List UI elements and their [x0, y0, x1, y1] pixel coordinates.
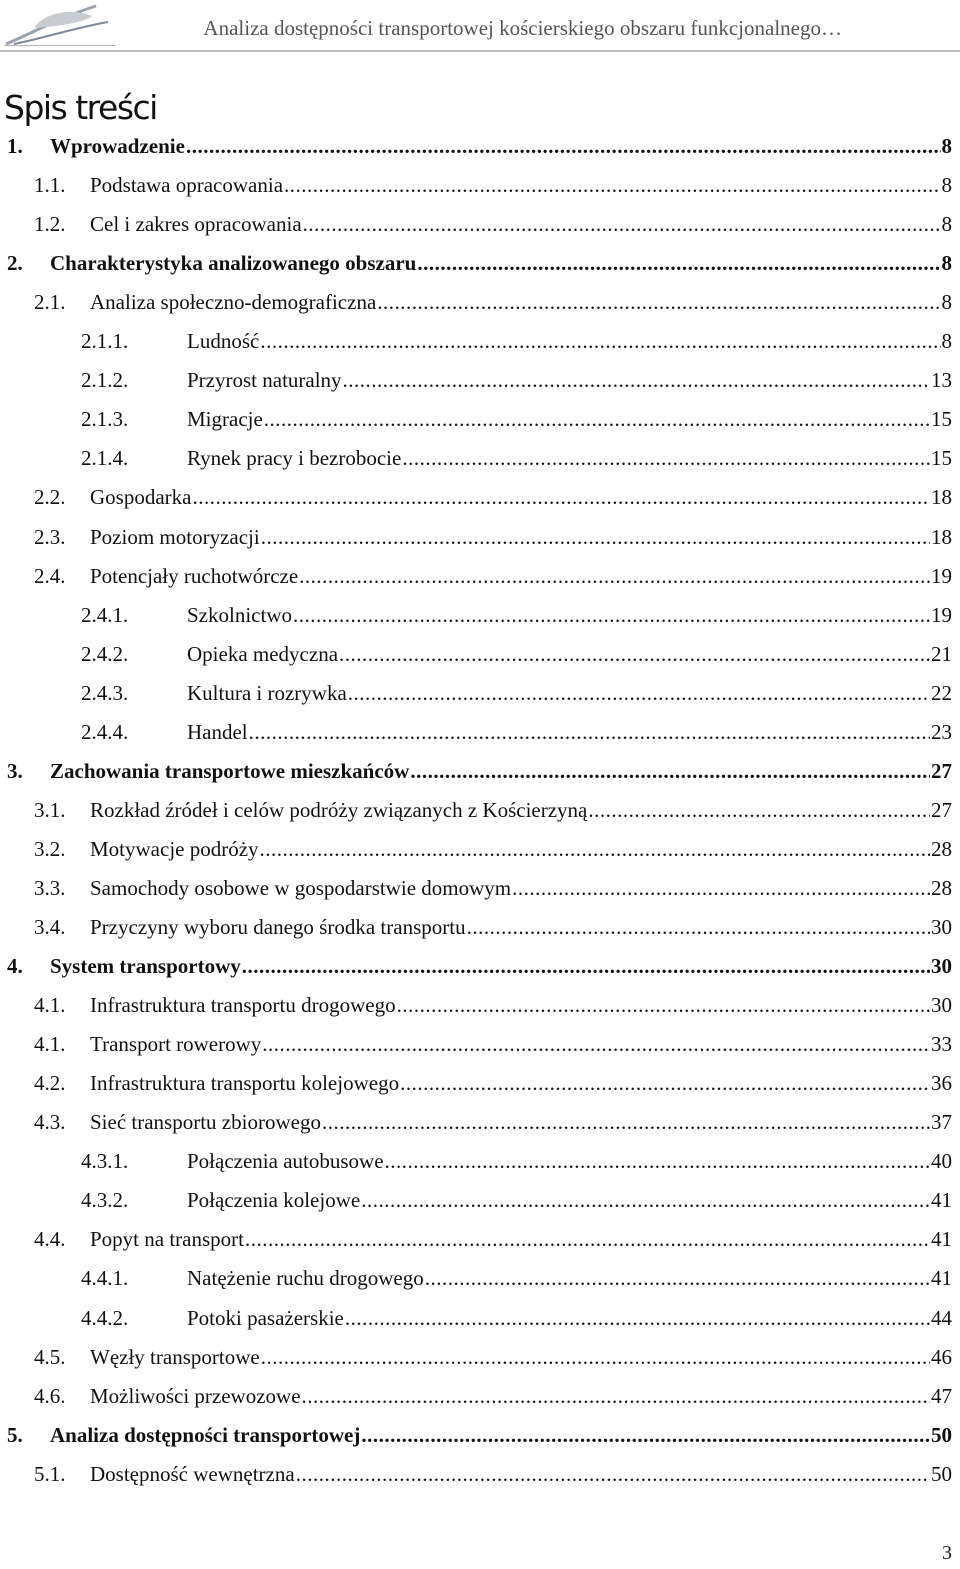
dot-leader	[261, 525, 930, 550]
toc-entry[interactable]	[0, 993, 952, 1029]
toc-entry-number: 3.	[7, 758, 23, 783]
dot-leader	[192, 485, 930, 510]
toc-entry-page: 15	[931, 407, 952, 432]
toc-entry[interactable]	[0, 876, 952, 912]
toc-entry-title: Kultura i rozrywka	[187, 680, 347, 705]
toc-entry-page: 13	[931, 368, 952, 393]
toc-entry-number: 1.2.	[34, 212, 66, 237]
toc-entry-title: Węzły transportowe	[90, 1344, 260, 1369]
toc-entry-number: 4.2.	[34, 1071, 66, 1096]
toc-entry-number: 2.1.	[34, 290, 66, 315]
toc-entry[interactable]	[0, 446, 952, 482]
toc-entry-title: Rozkład źródeł i celów podróży związanych z Kościerzyną	[90, 797, 588, 822]
toc-entry-page: 40	[931, 1149, 952, 1174]
toc-entry-title: Dostępność wewnętrzna	[90, 1461, 295, 1486]
toc-entry-title: Charakterystyka analizowanego obszaru	[50, 251, 417, 276]
toc-entry-title: Potoki pasażerskie	[187, 1305, 344, 1330]
toc-entry-number: 4.4.2.	[81, 1305, 129, 1330]
page-number: 3	[942, 1542, 952, 1564]
dot-leader	[425, 1266, 930, 1291]
toc-entry-number: 2.3.	[34, 524, 66, 549]
toc-entry-title: Wprowadzenie	[50, 134, 185, 158]
toc-entry[interactable]	[0, 1266, 952, 1302]
dot-leader	[302, 1384, 930, 1409]
toc-entry[interactable]	[0, 525, 952, 561]
dot-leader	[339, 642, 930, 667]
toc-entry-page: 27	[931, 797, 952, 822]
toc-entry[interactable]	[0, 290, 952, 326]
toc-entry-page: 8	[941, 134, 952, 158]
toc-entry-page: 23	[931, 719, 952, 744]
dot-leader	[417, 251, 940, 276]
toc-entry-number: 2.4.3.	[81, 680, 129, 705]
dot-leader	[299, 564, 930, 589]
toc-entry-page: 22	[931, 680, 952, 705]
toc-entry-number: 4.	[7, 954, 23, 979]
toc-entry-title: Motywacje podróży	[90, 836, 259, 861]
toc-entry-title: Połączenia autobusowe	[187, 1149, 384, 1174]
toc-entry-title: Infrastruktura transportu kolejowego	[90, 1071, 400, 1096]
toc-entry-number: 2.4.1.	[81, 602, 129, 627]
toc-entry-page: 28	[931, 836, 952, 861]
toc-entry-page: 33	[931, 1032, 952, 1057]
toc-entry-number: 1.	[7, 134, 23, 158]
toc-entry-number: 4.3.2.	[81, 1188, 129, 1213]
toc-entry[interactable]	[0, 798, 952, 834]
toc-entry-title: Natężenie ruchu drogowego	[187, 1266, 424, 1291]
dot-leader	[348, 681, 930, 706]
dot-leader	[293, 603, 930, 628]
toc-entry-title: Sieć transportu zbiorowego	[90, 1110, 321, 1135]
toc-entry-page: 41	[931, 1227, 952, 1252]
dot-leader	[260, 329, 940, 354]
toc-entry-number: 2.1.2.	[81, 368, 129, 393]
toc-entry-page: 8	[941, 173, 952, 198]
toc-entry-page: 50	[931, 1422, 952, 1447]
toc-entry-title: Połączenia kolejowe	[187, 1188, 361, 1213]
toc-entry-page: 41	[931, 1266, 952, 1291]
dot-leader	[467, 915, 930, 940]
toc-entry[interactable]	[0, 1345, 952, 1381]
dot-leader	[303, 212, 941, 237]
toc-entry-number: 1.1.	[34, 173, 66, 198]
dot-leader	[588, 798, 930, 823]
toc-entry[interactable]	[0, 642, 952, 678]
toc-entry-number: 2.4.4.	[81, 719, 129, 744]
toc-entry-number: 2.4.2.	[81, 641, 129, 666]
toc-entry[interactable]	[0, 1110, 952, 1146]
dot-leader	[361, 1423, 930, 1448]
toc-entry[interactable]	[0, 1384, 952, 1420]
toc-entry-title: Podstawa opracowania	[90, 173, 284, 198]
dot-leader	[242, 954, 930, 979]
toc-entry-title: Przyczyny wyboru danego środka transportu	[90, 915, 466, 939]
toc-entry-number: 2.	[7, 251, 23, 276]
toc-entry-page: 44	[931, 1305, 952, 1330]
dot-leader	[264, 407, 930, 432]
toc-entry-title: Samochody osobowe w gospodarstwie domowym	[90, 875, 512, 900]
toc-entry-title: Zachowania transportowe mieszkańców	[50, 758, 410, 783]
toc-entry-title: Handel	[187, 719, 248, 744]
toc-heading: Spis treści	[4, 88, 157, 127]
toc-entry-title: Opieka medyczna	[187, 641, 339, 666]
toc-entry-title: Gospodarka	[90, 485, 192, 510]
curved-swoosh-logo-icon	[4, 2, 116, 46]
toc-entry[interactable]	[0, 837, 952, 873]
toc-entry[interactable]	[0, 134, 952, 170]
toc-entry[interactable]	[0, 1188, 952, 1224]
toc-entry-title: Szkolnictwo	[187, 602, 292, 627]
toc-entry-number: 2.1.4.	[81, 446, 129, 471]
toc-entry-page: 27	[931, 758, 952, 783]
toc-entry-number: 4.4.	[34, 1227, 66, 1252]
toc-entry-number: 4.6.	[34, 1383, 66, 1408]
toc-entry[interactable]	[0, 1149, 952, 1185]
dot-leader	[377, 290, 940, 315]
toc-entry[interactable]	[0, 173, 952, 209]
toc-entry-page: 8	[941, 251, 952, 276]
toc-entry-title: Ludność	[187, 329, 260, 354]
toc-entry[interactable]	[0, 1462, 952, 1498]
header-divider	[0, 50, 960, 52]
dot-leader	[296, 1462, 930, 1487]
toc-entry[interactable]	[0, 368, 952, 404]
dot-leader	[361, 1188, 930, 1213]
dot-leader	[345, 1306, 930, 1331]
toc-entry-number: 4.5.	[34, 1344, 66, 1369]
toc-entry-number: 2.4.	[34, 563, 66, 588]
toc-entry-title: Przyrost naturalny	[187, 368, 342, 393]
toc-entry[interactable]	[0, 1032, 952, 1068]
toc-entry-number: 3.4.	[34, 915, 66, 939]
toc-entry-number: 4.1.	[34, 1032, 66, 1057]
toc-entry-page: 30	[931, 954, 952, 979]
toc-entry-number: 3.2.	[34, 836, 66, 861]
toc-entry-number: 4.4.1.	[81, 1266, 129, 1291]
toc-entry-page: 36	[931, 1071, 952, 1096]
toc-entry[interactable]	[0, 1227, 952, 1263]
toc-entry[interactable]	[0, 212, 952, 248]
dot-leader	[260, 837, 930, 862]
dot-leader	[410, 759, 930, 784]
toc-entry-number: 2.1.1.	[81, 329, 129, 354]
toc-entry-page: 18	[931, 524, 952, 549]
dot-leader	[284, 173, 940, 198]
toc-entry-page: 8	[941, 290, 952, 315]
toc-entry-page: 46	[931, 1344, 952, 1369]
toc-entry[interactable]	[0, 954, 952, 990]
dot-leader	[262, 1032, 930, 1057]
toc-entry[interactable]	[0, 1423, 952, 1459]
toc-entry-page: 30	[931, 993, 952, 1018]
toc-entry-title: Transport rowerowy	[90, 1032, 262, 1057]
toc-entry[interactable]	[0, 915, 952, 951]
toc-entry-title: Rynek pracy i bezrobocie	[187, 446, 402, 471]
dot-leader	[186, 134, 941, 159]
dot-leader	[322, 1110, 930, 1135]
toc-entry-page: 28	[931, 875, 952, 900]
toc-entry[interactable]	[0, 329, 952, 365]
dot-leader	[512, 876, 930, 901]
toc-entry-number: 4.3.1.	[81, 1149, 129, 1174]
toc-entry-title: Popyt na transport	[90, 1227, 244, 1252]
toc-entry-title: Infrastruktura transportu drogowego	[90, 993, 396, 1018]
dot-leader	[402, 446, 930, 471]
toc-entry-page: 21	[931, 641, 952, 666]
toc-entry[interactable]	[0, 407, 952, 443]
toc-entry[interactable]	[0, 1306, 952, 1342]
dot-leader	[249, 720, 930, 745]
dot-leader	[261, 1345, 930, 1370]
toc-entry-number: 2.2.	[34, 485, 66, 510]
toc-entry-number: 4.3.	[34, 1110, 66, 1135]
toc-entry-page: 37	[931, 1110, 952, 1135]
toc-entry-number: 2.1.3.	[81, 407, 129, 432]
toc-entry-number: 3.1.	[34, 797, 66, 822]
toc-entry-page: 19	[931, 602, 952, 627]
toc-entry-number: 4.1.	[34, 993, 66, 1018]
toc-entry-title: Poziom motoryzacji	[90, 524, 260, 549]
toc-entry[interactable]	[0, 251, 952, 287]
toc-entry-title: Możliwości przewozowe	[90, 1383, 301, 1408]
toc-entry[interactable]	[0, 1071, 952, 1107]
toc-entry-page: 8	[941, 329, 952, 354]
toc-entry[interactable]	[0, 485, 952, 521]
toc-entry[interactable]	[0, 564, 952, 600]
dot-leader	[343, 368, 930, 393]
toc-entry-page: 50	[931, 1461, 952, 1486]
toc-entry-title: Analiza dostępności transportowej	[50, 1422, 361, 1447]
dot-leader	[397, 993, 930, 1018]
toc-entry-number: 3.3.	[34, 875, 66, 900]
toc-entry-page: 30	[931, 915, 952, 939]
document-running-title: Analiza dostępności transportowej kościerskiego obszaru funkcjonalnego…	[203, 16, 842, 40]
toc-entry-title: Migracje	[187, 407, 263, 432]
toc-entry[interactable]	[0, 603, 952, 639]
dot-leader	[400, 1071, 930, 1096]
toc-entry-page: 41	[931, 1188, 952, 1213]
dot-leader	[245, 1227, 930, 1252]
toc-entry-title: Potencjały ruchotwórcze	[90, 563, 299, 588]
toc-entry-page: 18	[931, 485, 952, 510]
toc-entry-title: System transportowy	[50, 954, 241, 979]
toc-entry-page: 15	[931, 446, 952, 471]
toc-entry[interactable]	[0, 720, 952, 756]
dot-leader	[385, 1149, 930, 1174]
toc-entry-title: Cel i zakres opracowania	[90, 212, 302, 237]
toc-entry-number: 5.	[7, 1422, 23, 1447]
toc-entry-page: 47	[931, 1383, 952, 1408]
page-header	[0, 0, 960, 58]
toc-entry-page: 19	[931, 563, 952, 588]
toc-entry[interactable]	[0, 681, 952, 717]
toc-entry[interactable]	[0, 759, 952, 795]
toc-entry-number: 5.1.	[34, 1461, 66, 1486]
toc-entry-page: 8	[941, 212, 952, 237]
toc-entry-title: Analiza społeczno-demograficzna	[90, 290, 377, 315]
